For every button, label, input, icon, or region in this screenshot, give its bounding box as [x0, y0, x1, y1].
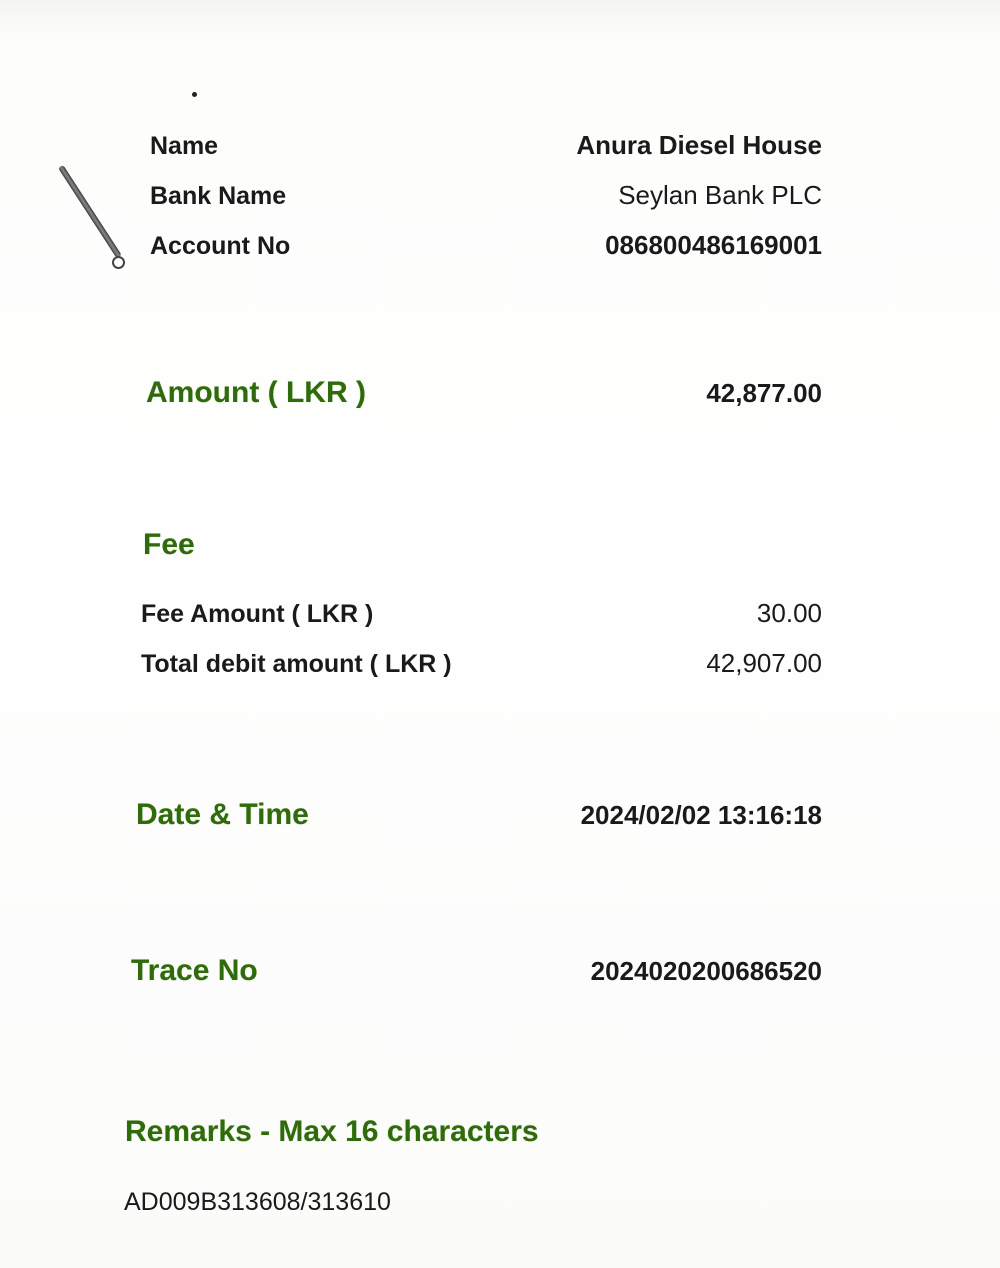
- remarks-value: AD009B313608/313610: [124, 1188, 391, 1216]
- datetime-label: Date & Time: [136, 798, 309, 831]
- trace-value: 2024020200686520: [590, 956, 822, 986]
- account-label: Account No: [150, 232, 291, 260]
- remarks-value-wrap: [124, 1188, 391, 1217]
- ink-dot: [192, 92, 197, 97]
- amount-value: 42,877.00: [706, 378, 822, 408]
- name-label: Name: [150, 132, 219, 160]
- bank-row: [150, 180, 822, 211]
- amount-label: Amount ( LKR ): [146, 376, 366, 409]
- pen-mark: [58, 165, 122, 259]
- trace-label: Trace No: [131, 954, 258, 987]
- datetime-row: [136, 798, 822, 832]
- remarks-section: [125, 1115, 539, 1149]
- total-debit-row: [141, 648, 822, 679]
- fee-amount-value: 30.00: [756, 598, 822, 628]
- pen-tip-mark: [112, 256, 125, 269]
- fee-amount-row: [141, 598, 822, 629]
- account-row: [150, 230, 822, 261]
- trace-row: [131, 954, 822, 988]
- account-value: 086800486169001: [605, 230, 822, 260]
- fee-title: Fee: [143, 528, 195, 561]
- name-row: [150, 130, 822, 161]
- remarks-label: Remarks - Max 16 characters: [125, 1115, 539, 1148]
- fee-section: [143, 528, 195, 562]
- total-debit-label: Total debit amount ( LKR ): [141, 650, 452, 678]
- total-debit-value: 42,907.00: [706, 648, 822, 678]
- amount-row: [146, 376, 822, 410]
- name-value: Anura Diesel House: [576, 130, 822, 160]
- fee-amount-label: Fee Amount ( LKR ): [141, 600, 374, 628]
- bank-label: Bank Name: [150, 182, 287, 210]
- datetime-value: 2024/02/02 13:16:18: [580, 800, 822, 830]
- bank-value: Seylan Bank PLC: [618, 180, 822, 210]
